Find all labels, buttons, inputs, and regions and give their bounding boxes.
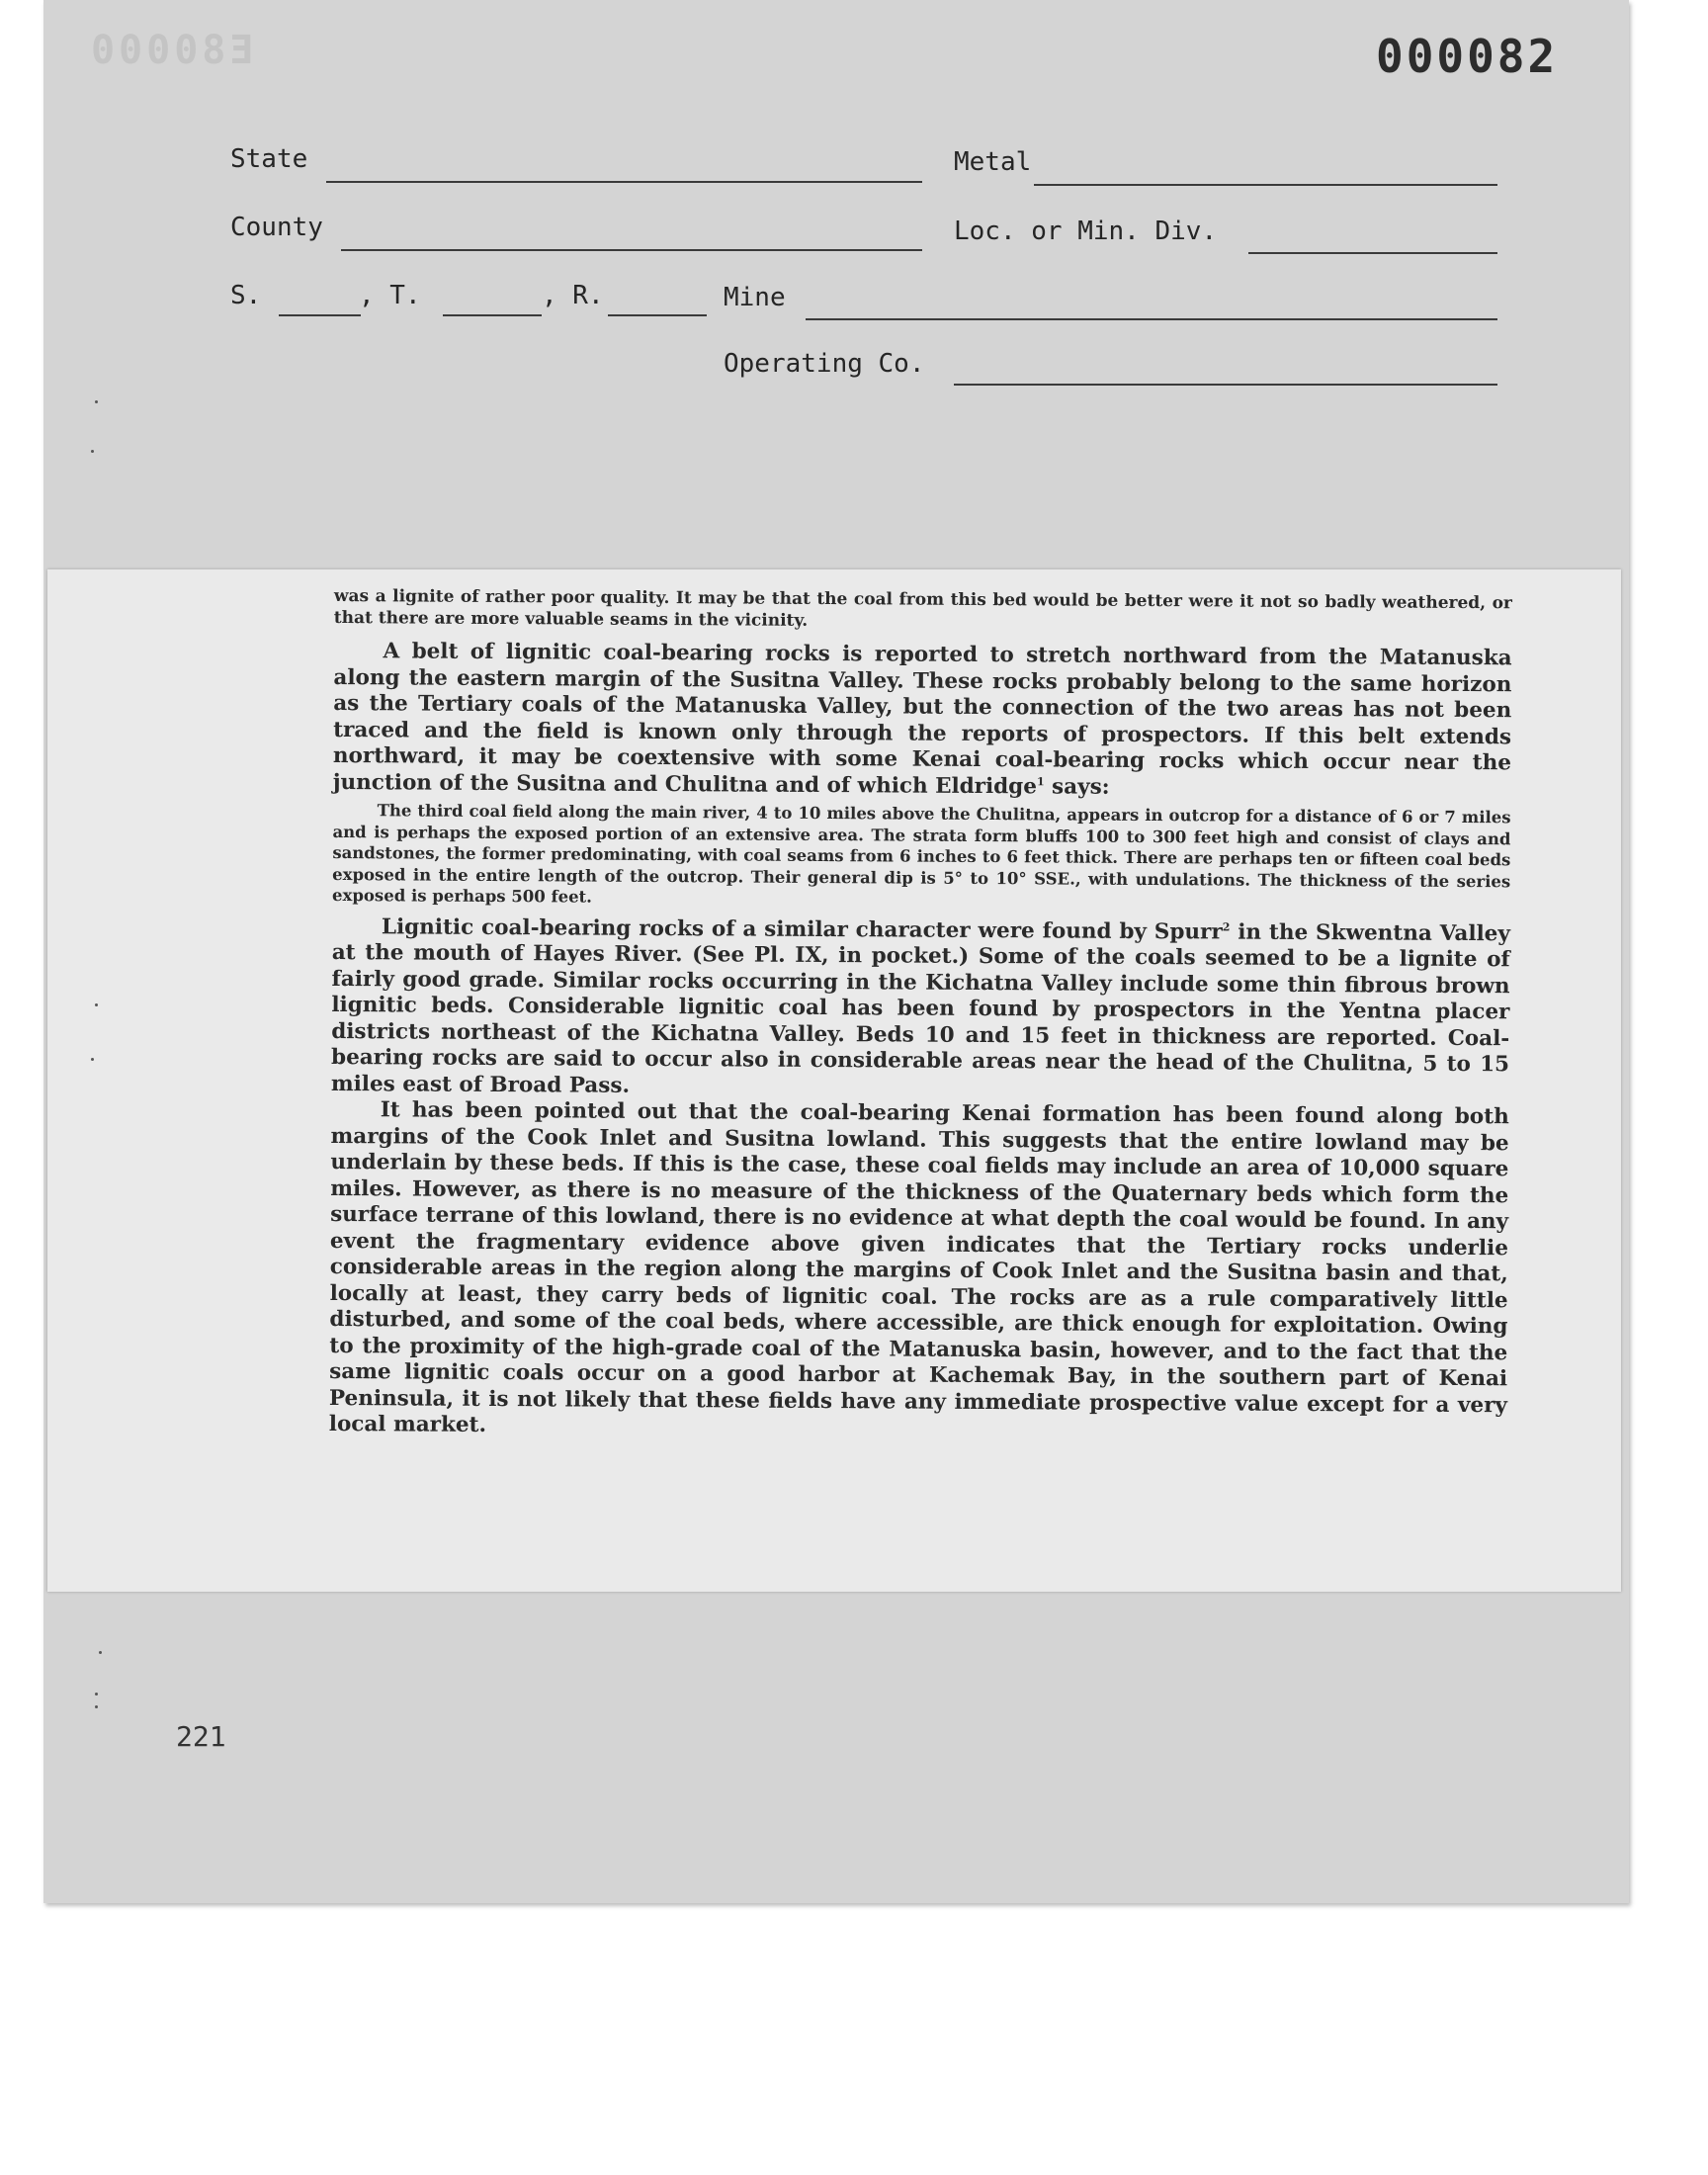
paragraph-kenai: It has been pointed out that the coal-bearing Kenai formation has been found along both margins of the Cook Inlet and Susitna lowland. This suggests that the entire lowland may be underlain by these beds. If this is the case, these coal fields may include an area of 10,000 square miles. However, as there is no measure of the thickness of the Quaternary beds which form the surface terrane of this lowland, there is no evidence at what depth the coal would be found. In any event the fragmentary evidence above given indicates that the Tertiary rocks underlie considerable areas in the region along the margins of Cook Inlet and the Susitna basin and that, locally at least, they carry beds of lignitic coal. The rocks are as a rule comparatively little disturbed, and some of the coal beds, where accessible, are thick enough for exploitation. Owing to the proximity of the high-grade coal of the Matanuska basin, however, and to the fact that the same lignitic coals occur on a good harbor at Kachemak Bay, in the southern part of Kenai Peninsula, it is not likely that these fields have any immediate prospective value except for a very local market. (328, 1097, 1509, 1437)
loc-label: Loc. or Min. Div. (954, 217, 1218, 246)
loc-field-line[interactable] (1248, 252, 1497, 254)
footnote-1-marker: 1 (1036, 774, 1045, 788)
faint-card-number: E80000 (87, 28, 254, 73)
mine-field-line[interactable] (806, 318, 1497, 320)
section-field-line[interactable] (279, 314, 361, 316)
scan-speck (95, 1003, 98, 1006)
clipping-intro: was a lignite of rather poor quality. It may be that the coal from this bed would be better were it not so badly weathered, or that there are more valuable seams in the vicinity. (333, 586, 1512, 631)
scan-speck (95, 1705, 98, 1708)
township-label: , T. (359, 281, 421, 310)
state-label: State (230, 144, 308, 174)
card-number: 000082 (1376, 30, 1559, 83)
scan-speck (91, 450, 94, 453)
paragraph-skwentna (331, 914, 1510, 1104)
paragraph-skwentna-start: Lignitic coal-bearing rocks of a similar character were found by Spurr (381, 914, 1223, 944)
paragraph-skwentna-rest: in the Skwentna Valley at the mouth of Hayes River. (See Pl. IX, in pocket.) Some of the coals seemed to be a lignite of fairly good grade. Similar rocks occurring in the Kichatna Valley include some thin fibrous brown lignitic beds. Considerable lignitic coal has been found by prospectors in the Yentna placer districts northeast of the Kichatna Valley. Beds 10 and 15 feet in thickness are reported. Coal-bearing rocks are said to occur also in considerable areas near the head of the Chulitna, 5 to 15 miles east of Broad Pass. (330, 919, 1510, 1098)
operating-co-field-line[interactable] (954, 384, 1497, 386)
scan-speck (95, 400, 98, 403)
eldridge-quote: The third coal field along the main river, 4 to 10 miles above the Chulitna, appears in outcrop for a distance of 6 or 7 miles and is perhaps the exposed portion of an extensive area. The strata form bluffs 100 to 300 feet high and consist of clays and sandstones, the former predominating, with coal seams from 6 inches to 6 feet thick. There are perhaps ten or fifteen coal beds exposed in the entire length of the outcrop. Their general dip is 5° to 10° SSE., with undulations. The thickness of the series exposed is perhaps 500 feet. (332, 801, 1511, 907)
text-clipping (47, 569, 1621, 1592)
metal-label: Metal (954, 147, 1032, 177)
county-label: County (230, 213, 323, 242)
page-number: 221 (176, 1720, 226, 1753)
scan-speck (91, 1058, 94, 1061)
scan-speck (99, 1651, 102, 1654)
paragraph-belt-end: says: (1044, 773, 1110, 800)
township-field-line[interactable] (443, 314, 542, 316)
paragraph-belt (333, 639, 1512, 803)
county-field-line[interactable] (341, 249, 922, 251)
clipping-text-block (329, 585, 1512, 1445)
scan-speck (95, 1693, 98, 1696)
mine-label: Mine (724, 283, 786, 312)
metal-field-line[interactable] (1034, 184, 1497, 186)
range-field-line[interactable] (608, 314, 707, 316)
range-label: , R. (542, 281, 604, 310)
operating-co-label: Operating Co. (724, 349, 925, 379)
state-field-line[interactable] (326, 181, 922, 183)
paragraph-belt-text: A belt of lignitic coal-bearing rocks is reported to stretch northward from the Matanuska along the eastern margin of the Susitna Valley. These rocks probably belong to the same horizon as the Tertiary coals of the Matanuska Valley, but the connection of the two areas has not been traced and the field is known only through the reports of prospectors. If this belt extends northward, it may be coextensive with some Kenai coal-bearing rocks which occur near the junction of the Susitna and Chulitna and of which Eldridge (332, 639, 1512, 799)
section-label: S. (230, 281, 262, 310)
footnote-2-marker: 2 (1222, 919, 1231, 933)
